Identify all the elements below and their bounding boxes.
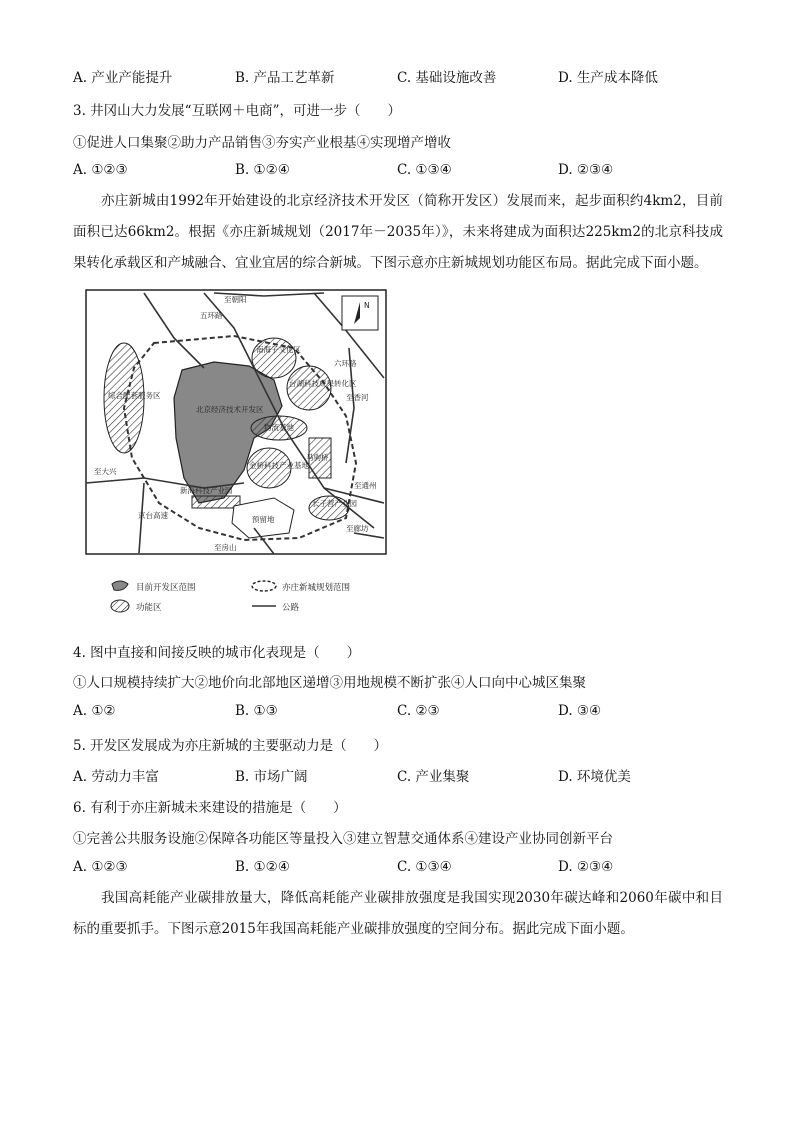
zone-taihu [287, 366, 331, 410]
label-to-langfang: 至廊坊 [346, 524, 369, 533]
option-c: C. 基础设施改善 [397, 70, 497, 86]
option-b: B. ①②④ [235, 859, 290, 875]
option-a: A. ①②③ [73, 859, 128, 875]
passage-yizhuang: 亦庄新城由1992年开始建设的北京经济技术开发区（简称开发区）发展而来，起步面积约4km2，目前面积已达66km2。根据《亦庄新城规划（2017年－2035年）》，未来将建成为面积达225km2的北京科技成果转化承载区和产城融合、宜业宜居的综合新城。下图示意亦庄新城规划功能区布局。据此完成下面小题。 [73, 193, 723, 271]
question-5-stem: 5. 开发区发展成为亦庄新城的主要驱动力是（ ） [73, 738, 388, 754]
option-b: B. 市场广阔 [235, 769, 308, 785]
option-d: D. ③④ [558, 703, 602, 719]
label-xinhai: 新海科技产业园 [180, 486, 233, 495]
question-3-statements: ①促进人口集聚②助力产品销售③夯实产业根基④实现增产增收 [73, 135, 451, 151]
option-b: B. ①②④ [235, 162, 290, 178]
option-d: D. 生产成本降低 [558, 70, 658, 86]
label-to-daxing: 至大兴 [94, 467, 117, 476]
option-c: C. ①③④ [397, 162, 452, 178]
option-c: C. ①③④ [397, 859, 452, 875]
question-4-statements: ①人口规模持续扩大②地价向北部地区递增③用地规模不断扩张④人口向中心城区集聚 [73, 675, 586, 691]
label-to-tongzhou: 至通州 [354, 481, 377, 490]
legend-road: 公路 [282, 603, 300, 613]
question-6-stem: 6. 有利于亦庄新城未来建设的措施是（ ） [73, 800, 347, 816]
label-changzi: 长子营产业园 [312, 499, 357, 508]
option-c: C. ②③ [397, 703, 440, 719]
label-to-xianghe: 至香河 [346, 393, 369, 402]
option-b: B. 产品工艺革新 [235, 70, 335, 86]
option-c: C. 产业集聚 [397, 769, 470, 785]
option-a: A. 劳动力丰富 [73, 769, 159, 785]
label-jingtai: 京台高速 [138, 511, 168, 520]
zone-nanhaizi [252, 338, 296, 378]
option-a: A. 产业产能提升 [73, 70, 173, 86]
label-taihu: 台湖科技成果转化区 [289, 379, 357, 388]
legend-current: 目前开发区范围 [136, 583, 196, 593]
label-nanhaizi: 南海子文化区 [256, 345, 301, 354]
label-fifth-ring: 五环路 [200, 311, 223, 320]
question-3-stem: 3. 井冈山大力发展“互联网＋电商”，可进一步（ ） [73, 103, 401, 119]
option-a: A. ①②③ [73, 162, 128, 178]
option-d: D. 环境优美 [558, 769, 631, 785]
question-4-stem: 4. 图中直接和间接反映的城市化表现是（ ） [73, 645, 361, 661]
option-d: D. ②③④ [558, 162, 614, 178]
option-a: A. ①② [73, 703, 116, 719]
map-legend [111, 581, 350, 613]
option-b: B. ①③ [235, 703, 278, 719]
option-d: D. ②③④ [558, 859, 614, 875]
label-zonghe: 综合配套服务区 [108, 391, 161, 400]
label-reserve: 预留地 [252, 515, 275, 524]
legend-planned: 亦庄新城规划范围 [282, 583, 351, 593]
zone-xinhai [192, 496, 240, 508]
label-to-fangshan: 至房山 [214, 543, 237, 552]
label-logistics: 物流基地 [264, 423, 294, 432]
label-sixth-ring: 六环路 [334, 359, 357, 368]
north-label: N [364, 301, 370, 310]
label-dev-zone: 北京经济技术开发区 [196, 405, 264, 414]
question-6-statements: ①完善公共服务设施②保障各功能区等量投入③建立智慧交通体系④建设产业协同创新平台 [73, 831, 613, 847]
label-to-chaoyang: 至朝阳 [224, 295, 247, 304]
label-jinqiao: 金桥科技产业基地 [249, 461, 309, 470]
label-mafang: 马驹桥 [306, 453, 329, 462]
passage-carbon: 我国高耗能产业碳排放量大，降低高耗能产业碳排放强度是我国实现2030年碳达峰和2060年碳中和目标的重要抓手。下图示意2015年我国高耗能产业碳排放强度的空间分布。据此完成下面小题。 [73, 890, 723, 937]
yizhuang-function-map [84, 288, 390, 618]
legend-function: 功能区 [136, 603, 162, 613]
